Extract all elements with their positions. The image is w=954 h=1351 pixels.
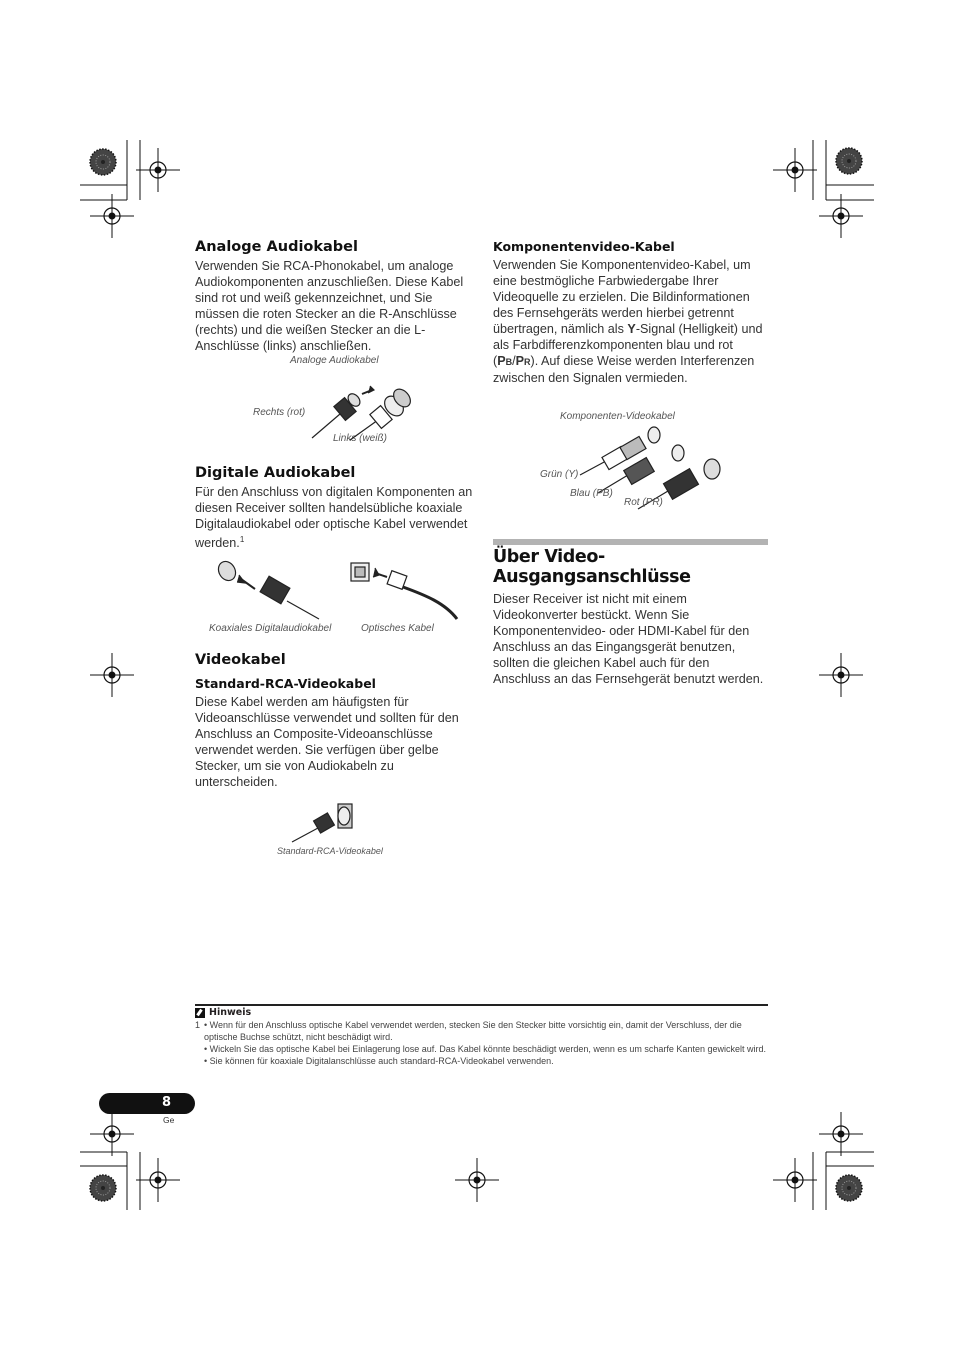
page-number: 8 [162, 1095, 172, 1110]
notes-block [195, 1007, 770, 1067]
analog-label-right: Rechts (rot) [253, 407, 306, 418]
page-lang: Ge [163, 1115, 175, 1125]
digital-title: Digitale Audiokabel [195, 465, 356, 481]
component-label-red: Rot (PR) [624, 497, 663, 508]
component-slash: / [512, 354, 516, 368]
component-text-3: ). Auf diese Weise werden Interferenzen zwischen den Signalen vermieden. [493, 354, 755, 385]
optical-plug-illustration [345, 555, 460, 623]
video-output-section [493, 547, 771, 687]
video-output-title: Über Video-Ausgangsanschlüsse [493, 547, 691, 587]
digital-figure [195, 552, 473, 644]
optical-caption: Optisches Kabel [361, 623, 434, 634]
notes-heading: Hinweis [209, 1007, 252, 1018]
note-item: • Wenn für den Anschluss optische Kabel verwendet werden, stecken Sie den Stecker bitte vorsichtig ein, damit der Verschluss, der die optische Buchse schützt, nicht beschädigt wird. [204, 1020, 742, 1042]
video-output-text: Dieser Receiver ist nicht mit einem Videokonverter bestückt. Wenn Sie Komponentenvideo- oder HDMI-Kabel für den Anschluss an das Eingangsgerät benutzen, sollten die gleichen Kabel auch für den Anschluss an das Fernsehgerät benutzt werden. [493, 592, 764, 686]
coaxial-plug-illustration [215, 557, 325, 623]
component-figure [493, 405, 768, 515]
video-title: Videokabel [195, 652, 286, 668]
rca-audio-plugs-illustration [310, 382, 420, 442]
section-rule [493, 539, 768, 545]
component-pb-sub: B [505, 357, 513, 367]
analog-text: Verwenden Sie RCA-Phonokabel, um analoge Audiokomponenten anzuschließen. Diese Kabel sind rot und weiß gekennzeichnet, und Sie müssen die roten Stecker an die R-Anschlüsse (rechts) und die weißen Stecker an die L-Anschlüsse (links) anschließen. [195, 259, 464, 353]
note-item: • Sie können für koaxiale Digitalanschlüsse auch standard-RCA-Videokabel verwenden. [204, 1056, 554, 1066]
component-label-blue: Blau (PB) [570, 488, 613, 499]
analog-figure [195, 352, 473, 452]
component-title: Komponentenvideo-Kabel [493, 239, 675, 254]
component-label-green: Grün (Y) [540, 469, 579, 480]
video-subtitle: Standard-RCA-Videokabel [195, 676, 376, 691]
note-items [204, 1019, 770, 1067]
video-figure [195, 800, 473, 860]
component-pb-p: P [497, 354, 506, 368]
analog-fig-caption: Analoge Audiokabel [290, 355, 379, 366]
component-pr-p: P [515, 354, 525, 368]
analog-section [195, 239, 473, 354]
digital-section [195, 465, 473, 551]
note-number: 1 [195, 1020, 201, 1030]
component-pr-sub: R [524, 357, 531, 367]
coax-caption: Koaxiales Digitalaudiokabel [209, 623, 332, 634]
note-item: • Wickeln Sie das optische Kabel bei Einlagerung lose auf. Das Kabel könnte beschädigt werden, wenn es um scharfe Kanten gewickelt wird. [204, 1044, 766, 1054]
digital-footnote-ref: 1 [239, 535, 245, 544]
rca-video-plug-illustration [290, 800, 360, 844]
video-text: Diese Kabel werden am häufigsten für Videoanschlüsse verwendet und sollten für den Anschluss an Composite-Videoanschlüsse verwendet werden. Sie verfügen über gelbe Stecker, um sie von Audiokabeln zu unterscheiden. [195, 695, 459, 789]
component-y-letter: Y [627, 322, 636, 336]
digital-text [195, 484, 473, 551]
notes-rule [195, 1004, 768, 1006]
notes-list [195, 1019, 770, 1067]
video-section [195, 652, 473, 790]
notes-heading-row [195, 1007, 770, 1018]
component-fig-caption: Komponenten-Videokabel [560, 411, 675, 422]
analog-label-left: Links (weiß) [333, 433, 387, 444]
note-icon [195, 1008, 205, 1018]
digital-text-body: Für den Anschluss von digitalen Komponenten an diesen Receiver sollten handelsübliche koaxiale Digitalaudiokabel oder optische Kabel verwendet werden. [195, 485, 473, 551]
component-text [493, 257, 768, 386]
component-text-1: Verwenden Sie Komponentenvideo-Kabel, um eine bestmögliche Farbwiedergabe Ihrer Videoquelle zu erzielen. Die Bildinformationen des Fernsehgeräts werden hierbei getrennt übertragen, nämlich als [493, 258, 751, 336]
component-text-2: -Signal (Helligkeit) und als Farbdifferenzkomponenten blau und rot ( [493, 322, 763, 368]
page-number-badge [99, 1093, 195, 1114]
analog-title: Analoge Audiokabel [195, 239, 358, 255]
component-section [493, 239, 768, 386]
video-fig-caption: Standard-RCA-Videokabel [277, 846, 383, 856]
